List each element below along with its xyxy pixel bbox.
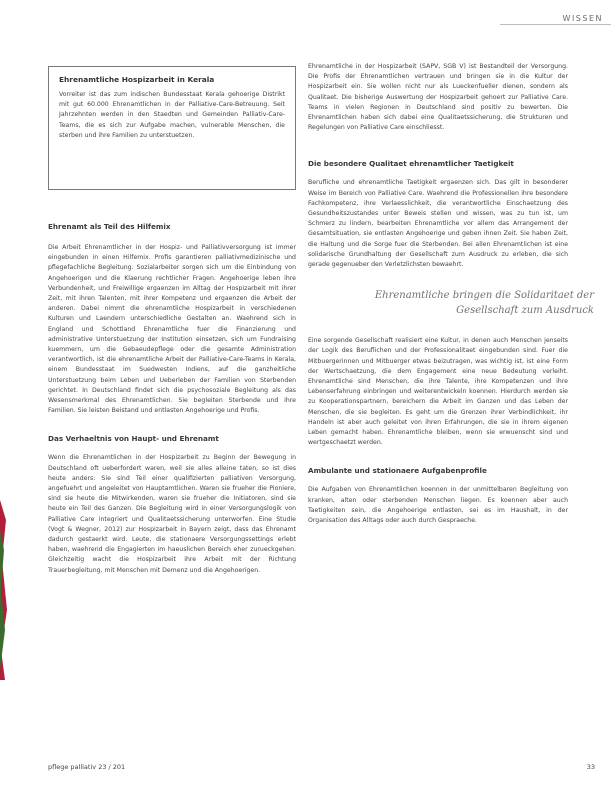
section-heading: Ambulante und stationaere Aufgabenprofile	[308, 466, 487, 476]
page-number: 33	[586, 763, 595, 771]
section-text: Die Aufgaben von Ehrenamtlichen koennen in der unmittelbaren Begleitung von kranken, alten oder sterbenden Menschen liegen. Es koennen aber auch Taetigkeiten sein, die Angehoerige entlasten, sei es im Haushalt, in der Organisation des Alltags oder auch durch Gespraeche.	[308, 486, 568, 525]
section-heading: Ehrenamt als Teil des Hilfemix	[48, 222, 171, 231]
info-box-text: Vorreiter ist das zum indischen Bundesstaat Kerala gehoerige Distrikt mit gut 60.000 Ehrenamtlichen in der Palliative-Care-Betreuung. Seit Jahrzehnten werden in den Staedten und Gemeinden Palliativ-Care-Teams, die es sich zur Aufgabe machen, vulnerable Menschen, die sterben und ihre Familien zu unterstuetzen.	[59, 91, 285, 139]
edge-decoration	[0, 500, 8, 680]
section-text: Wenn die Ehrenamtlichen in der Hospizarbeit zu Beginn der Bewegung in Deutschland oft ueberfordert waren, weil sie alles alleine taten, so ist dies heute anders: Sie sind Teil einer qualifizierten palliativen Versorgung, angefuehrt und angeleitet von Hauptamtlichen. Waren sie frueher die Pioniere, sind sie heute die Mitwirkenden, waren sie frueher die Initiatoren, sind sie heute ein Teil des Ganzen. Die Begleitung wird in einer Versorgungslogik von Palliative Care integriert und Qualitaetssicherung unterworfen. Eine Studie (Vogt & Wegner, 2012) zur Hospizarbeit in Bayern zeigt, dass das Ehrenamt dadurch gestaerkt wird. Leute, die stationaere Versorgungssettings erlebt haben, waehrend die Engagierten im haeuslichen Bereich eher zurueckgehen. Gleichzeitig wacht die Hospizarbeit ihre Arbeit mit der Richtung Trauerbegleitung, mit Menschen mit Demenz und die Angehoerigen.	[48, 454, 296, 574]
section-label: WISSEN	[562, 14, 603, 23]
section-text: Eine sorgende Gesellschaft realisiert eine Kultur, in denen auch Menschen jenseits der Logik des Beruflichen und der Professionalitaet eingebunden sind. Fuer die Mitbuergerinnen und Mitbuerger etwas beizutragen, was wichtig ist, ist eine Form der Wertschaetzung, die dem Engagement eine neue Bedeutung verleiht. Ehrenamtliche sind Menschen, die ihre Talente, ihre Kompetenzen und ihre Lebenserfahrung einbringen und weiterentwickeln koennen. Hierdurch werden sie zu Kooperationspartnern, bereichern die Arbeit im Ganzen und das Leben der Menschen, die sie begleiten. Es geht um die Grenzen ihrer Verbindlichkeit, ihr Handeln ist aber auch geleitet von ihren Erfahrungen, die sie in ihrem eigenen Leben gemacht haben. Ehrenamtliche bleiben, wenn sie erwuenscht sind und wertgeschaetzt werden.	[308, 337, 568, 447]
header-rule	[500, 24, 611, 25]
right-column	[308, 62, 594, 526]
info-box-title: Ehrenamtliche Hospizarbeit in Kerala	[59, 75, 215, 84]
section-text: Berufliche und ehrenamtliche Taetigkeit ergaenzen sich. Das gilt in besonderer Weise im Bereich von Palliative Care. Waehrend die Professionellen ihre besondere Fachkompetenz, ihre Verlaesslichkeit, die verantwortliche Einschaetzung des Gesundheitszustandes unter Beweis stellen und wissen, was zu tun ist, um Schmerz zu lindern, bearbeiten Ehrenamtliche vor allem das Arrangement der Gesamtsituation, sie entlasten Angehoerige und geben ihnen Zeit. Sie haben Zeit, die Haltung und die Sorge fuer die Sterbenden. Bei allen Ehrenamtlichen ist eine solidarische Grundhaltung der Gesellschaft zum Ausdruck zu erleben, die sich gerade gegenueber den Verletzlichsten bewaehrt.	[308, 179, 568, 269]
info-box	[48, 66, 296, 190]
section-text: Die Arbeit Ehrenamtlicher in der Hospiz- und Palliativversorgung ist immer eingebunden in einen Hilfemix. Profis garantieren palliativmedizinische und pflegefachliche Begleitung. Sozialarbeiter sorgen sich um die Einbindung von Angehoerigen und die Klaerung rechtlicher Fragen. Angehoerige leben ihre Verbundenheit, und Freiwillige ergaenzen im Alltag der Hospizarbeit mit ihrer Zeit, mit ihren Talenten, mit ihrer Kompetenz und ergaenzen die Arbeit der anderen. Dabei nimmt die ehrenamtliche Hospizarbeit in verschiedenen Kulturen und Laendern unterschiedliche Gestalten an. Waehrend sich in England und Schottland Ehrenamtliche fuer die Finanzierung und administrative Unterstuetzung der Institution einsetzen, sich um Fundraising kuemmern, um die Gebaeudepflege oder die gesamte Administration verantwortlich, ist die ehrenamtliche Arbeit der Palliative-Care-Teams in Kerala, einem Bundesstaat im Suedwesten Indiens, auf die ganzheitliche Unterstuetzung beim Leben und Ueberleben der Familien von Sterbenden gerichtet. In Deutschland findet sich die psychosoziale Begleitung als das Wesensmerkmal des Ehrenamtlichen. Sie begleiten Sterbende und ihre Familien. Sie leisten Beistand und entlasten Angehoerige und Profis.	[48, 244, 296, 415]
intro-text: Ehrenamtliche in der Hospizarbeit (SAPV, SGB V) ist Bestandteil der Versorgung. Die Profis der Ehrenamtlichen vertrauen und bringen sie in die Kultur der Hospizarbeit ein. Sie wollen nicht nur als Lueckenfueller dienen, sondern als Qualitaet. Die bisherige Auswertung der Hospizarbeit gehoert zur Palliative Care. Teams in vielen Regionen in Deutschland sind positiv zu bewerten. Die Ehrenamtlichen haben sich dabei eine Qualitaetssicherung, die Strukturen und Regelungen von Palliative Care einschliesst.	[308, 63, 568, 132]
section-heading: Die besondere Qualitaet ehrenamtlicher Taetigkeit	[308, 159, 514, 169]
section-heading: Das Verhaeltnis von Haupt- und Ehrenamt	[48, 434, 219, 444]
footer-publication: pflege palliativ 23 / 201	[48, 763, 126, 771]
pull-quote: Ehrenamtliche bringen die Solidaritaet der Gesellschaft zum Ausdruck	[374, 290, 594, 317]
left-column	[48, 222, 296, 576]
